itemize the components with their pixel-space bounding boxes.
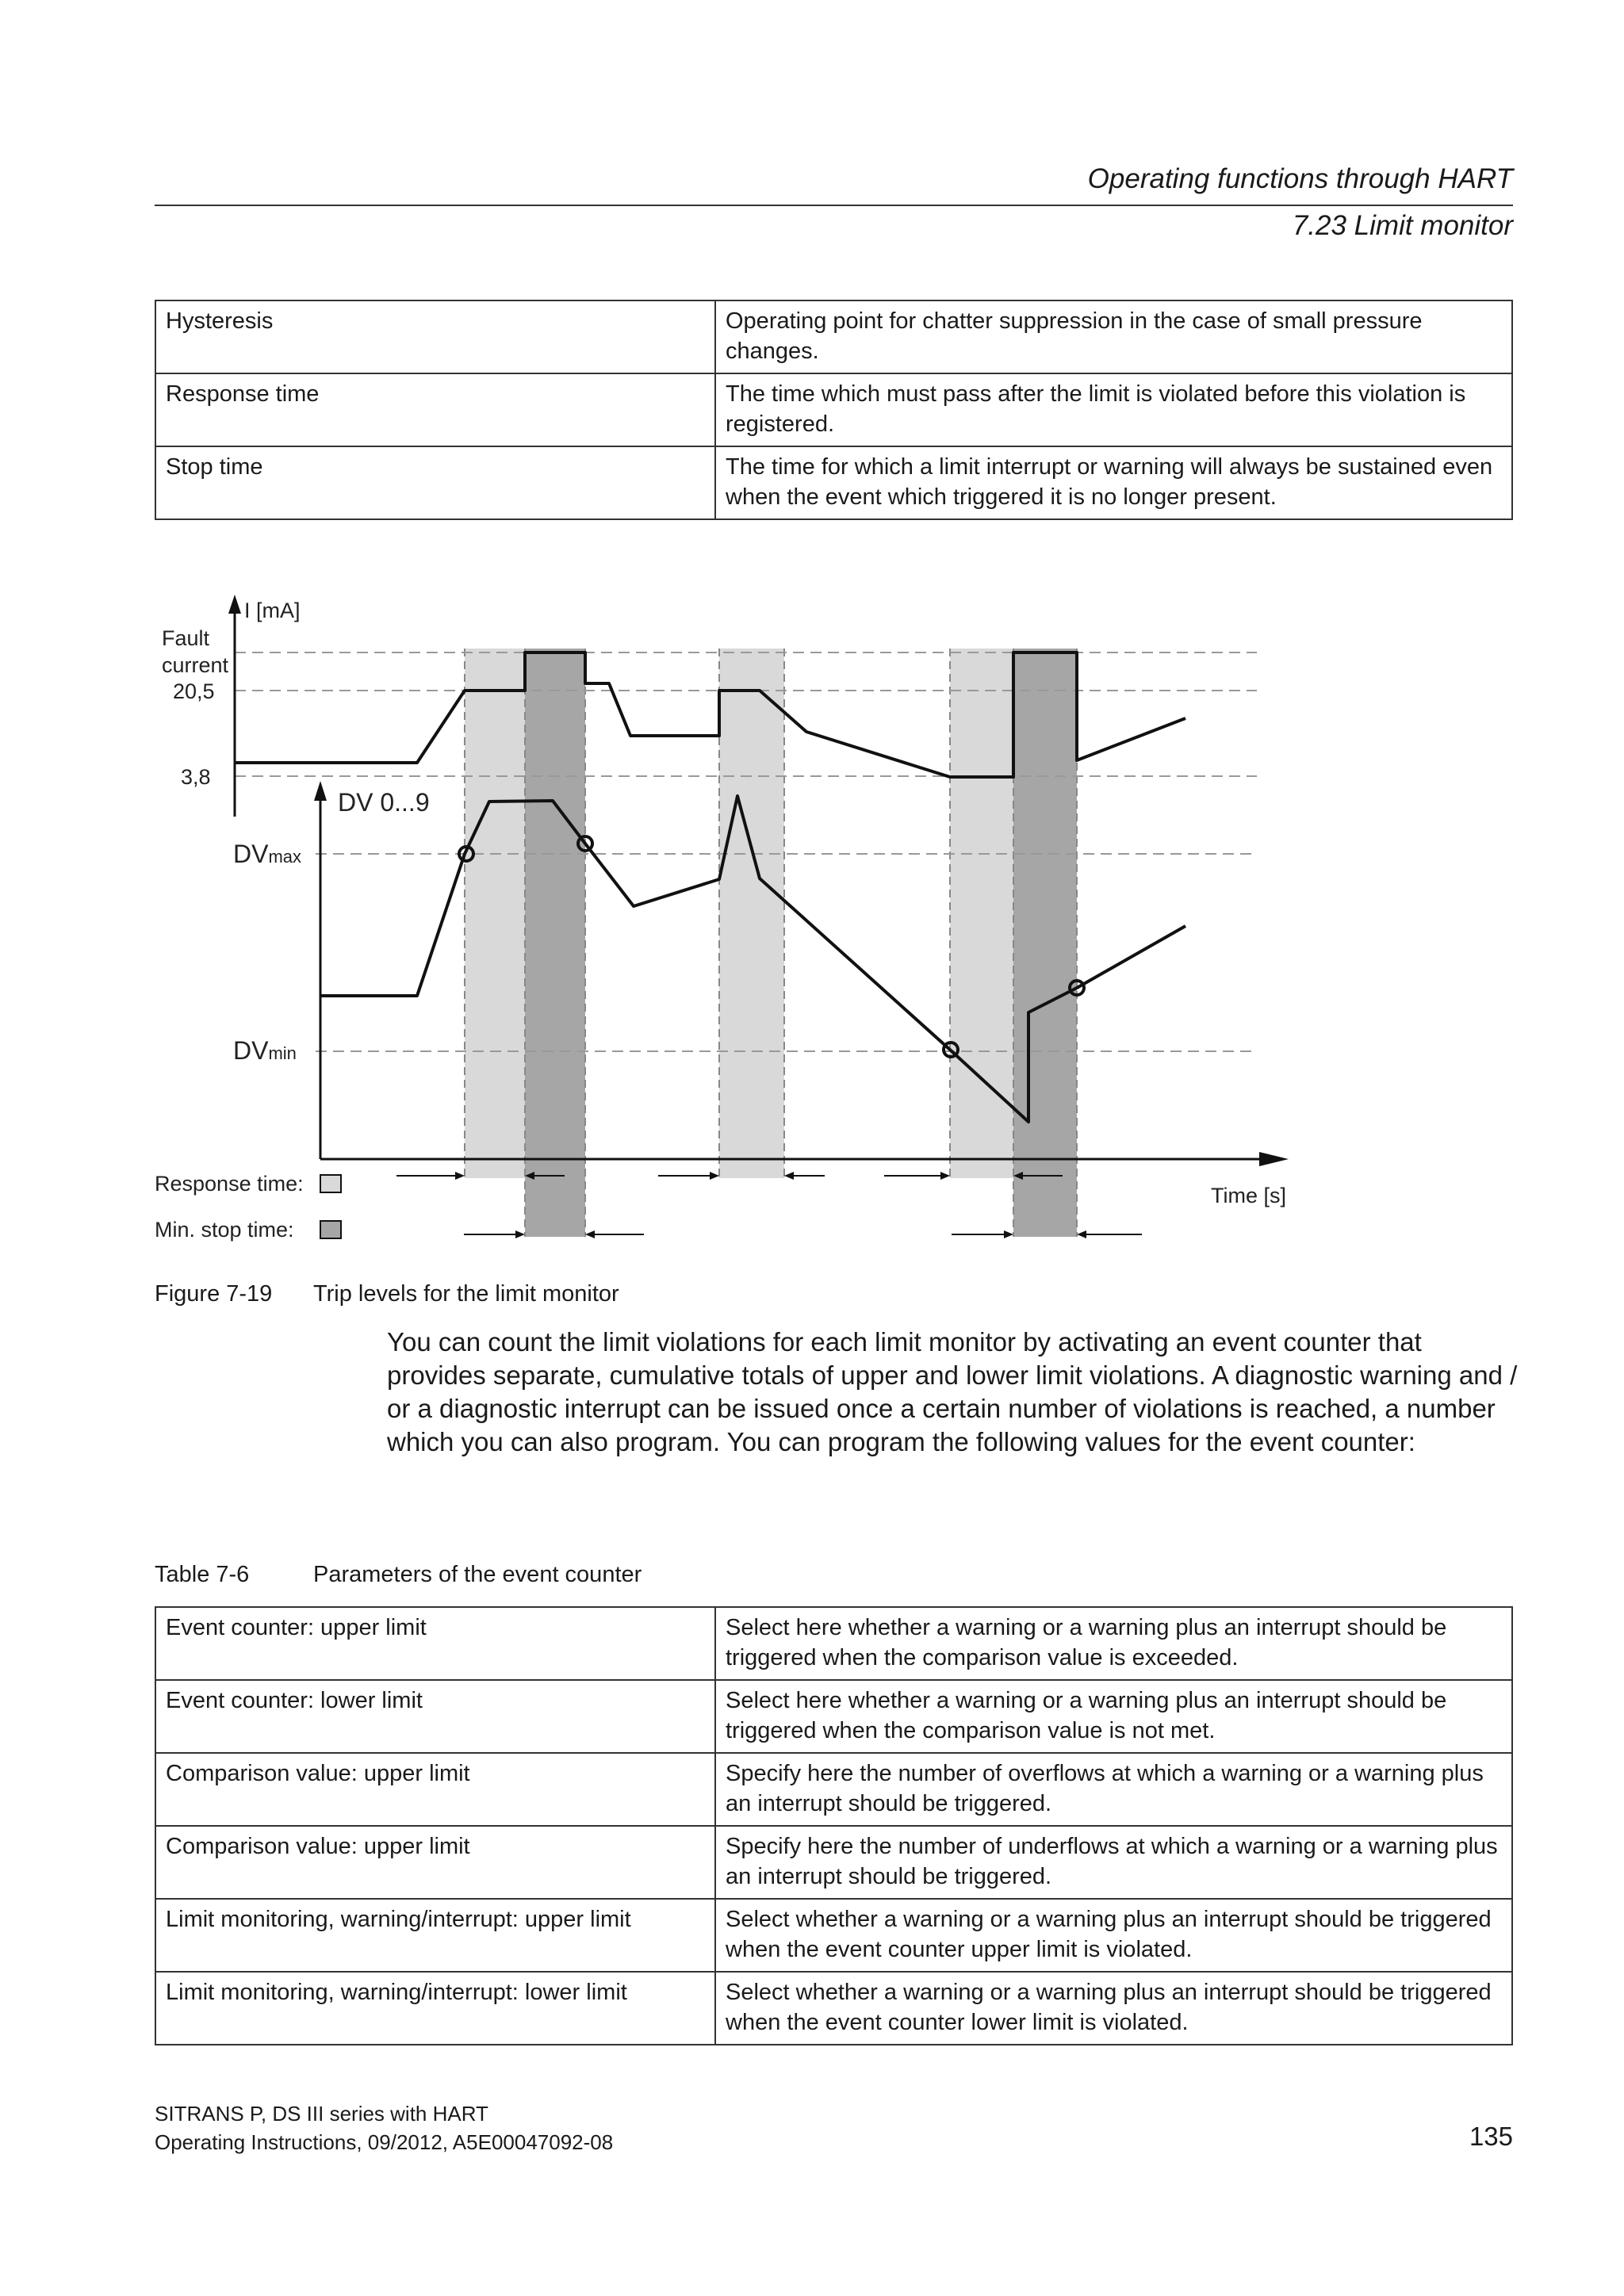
param-name: Comparison value: upper limit	[155, 1753, 715, 1826]
time-axis-arrow-icon	[1259, 1152, 1289, 1166]
stop-band	[1013, 649, 1077, 1237]
param-name: Event counter: lower limit	[155, 1680, 715, 1753]
param-description: The time for which a limit interrupt or warning will always be sustained even when the event which triggered it is no longer present.	[715, 446, 1512, 519]
event-counter-table	[155, 1606, 1513, 2045]
figure-caption-number: Figure 7-19	[155, 1281, 273, 1307]
dvmax-label: DVmax	[233, 840, 302, 868]
param-name: Response time	[155, 373, 715, 446]
table-caption-text: Parameters of the event counter	[313, 1562, 642, 1587]
response-band	[465, 649, 525, 1178]
dv-axis-label: DV 0...9	[338, 788, 430, 817]
legend-stop-swatch	[320, 1221, 341, 1238]
footer-document: Operating Instructions, 09/2012, A5E00047092-08	[155, 2130, 614, 2154]
subsection-title: 7.23 Limit monitor	[1292, 210, 1513, 241]
param-description: Select here whether a warning or a warning plus an interrupt should be triggered when the comparison value is exceeded.	[715, 1607, 1512, 1680]
figure-caption-text: Trip levels for the limit monitor	[313, 1281, 619, 1307]
section-title: Operating functions through HART	[1087, 163, 1513, 194]
param-name: Event counter: upper limit	[155, 1607, 715, 1680]
fault-current-label: current	[162, 653, 229, 677]
response-band	[719, 649, 784, 1178]
time-axis-label: Time [s]	[1211, 1184, 1287, 1207]
param-name: Hysteresis	[155, 300, 715, 373]
legend-response-label: Response time:	[155, 1172, 304, 1196]
table-row	[155, 1680, 1512, 1753]
param-description: The time which must pass after the limit is violated before this violation is registered.	[715, 373, 1512, 446]
param-name: Limit monitoring, warning/interrupt: upper limit	[155, 1899, 715, 1972]
table-row	[155, 1753, 1512, 1826]
current-axis-label: I [mA]	[244, 599, 301, 622]
table-row	[155, 1899, 1512, 1972]
page-number: 135	[1469, 2122, 1513, 2151]
current-axis-arrow-icon	[228, 595, 241, 614]
level-20-5-label: 20,5	[173, 679, 215, 703]
param-description: Specify here the number of underflows at which a warning or a warning plus an interrupt should be triggered.	[715, 1826, 1512, 1899]
body-paragraph: You can count the limit violations for each limit monitor by activating an event counter that provides separate, cumulative totals of upper and lower limit violations. A diagnostic warning and / or a diagnostic interrupt can be issued once a certain number of violations is reached, a number which you can also program. You can program the following values for the event counter:	[387, 1327, 1518, 1456]
legend-response-swatch	[320, 1175, 341, 1192]
table-caption-number: Table 7-6	[155, 1562, 250, 1587]
footer	[155, 2099, 613, 2156]
param-name: Limit monitoring, warning/interrupt: lower limit	[155, 1972, 715, 2045]
stop-band	[525, 649, 585, 1237]
footer-product: SITRANS P, DS III series with HART	[155, 2102, 488, 2126]
dvmin-label: DVmin	[233, 1036, 297, 1065]
param-description: Operating point for chatter suppression in the case of small pressure changes.	[715, 300, 1512, 373]
param-description: Select whether a warning or a warning plus an interrupt should be triggered when the event counter upper limit is violated.	[715, 1899, 1512, 1972]
dv-axis-arrow-icon	[314, 781, 327, 801]
table-row	[155, 1826, 1512, 1899]
fault-current-label: Fault	[162, 626, 210, 650]
table-row	[155, 1972, 1512, 2045]
param-description: Specify here the number of overflows at which a warning or a warning plus an interrupt should be triggered.	[715, 1753, 1512, 1826]
table-row	[155, 1607, 1512, 1680]
param-description: Select here whether a warning or a warning plus an interrupt should be triggered when the comparison value is not met.	[715, 1680, 1512, 1753]
param-name: Comparison value: upper limit	[155, 1826, 715, 1899]
legend-stop-label: Min. stop time:	[155, 1218, 294, 1242]
param-description: Select whether a warning or a warning plus an interrupt should be triggered when the event counter lower limit is violated.	[715, 1972, 1512, 2045]
param-name: Stop time	[155, 446, 715, 519]
level-3-8-label: 3,8	[181, 765, 211, 789]
